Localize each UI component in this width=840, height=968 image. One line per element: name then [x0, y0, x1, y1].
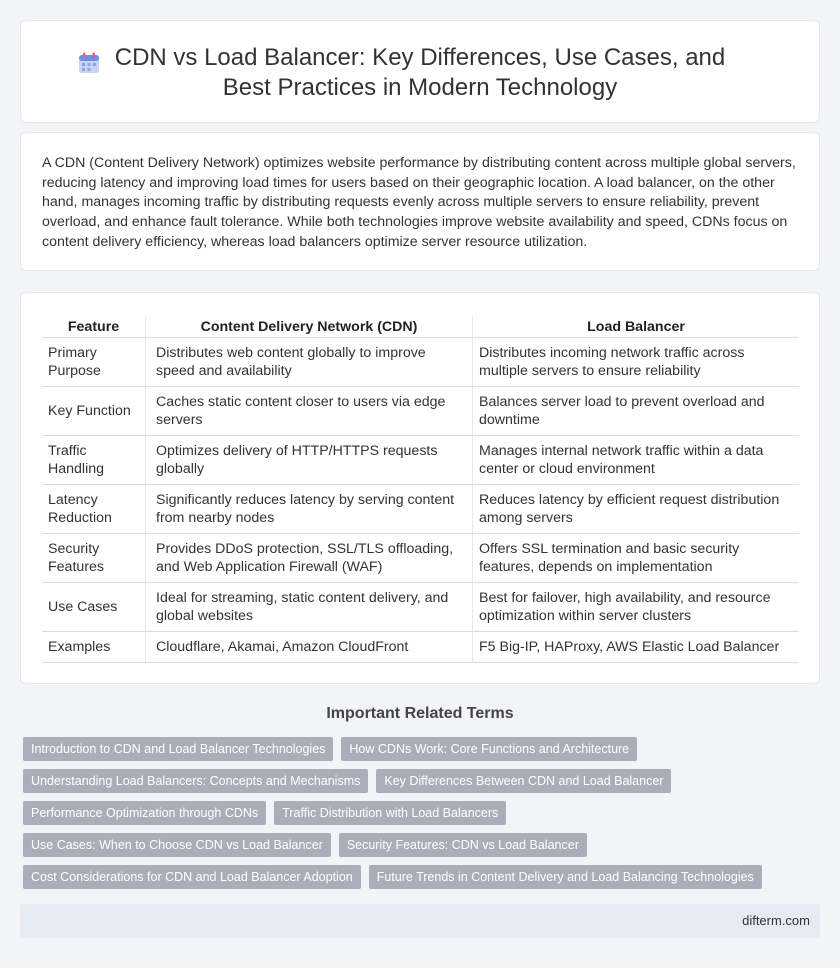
table-row — [42, 583, 799, 632]
table-cell-load-balancer: Reduces latency by efficient request distribution among servers — [473, 485, 799, 534]
table-cell-load-balancer: Distributes incoming network traffic across multiple servers to ensure reliability — [473, 338, 799, 387]
table-cell-cdn: Significantly reduces latency by serving content from nearby nodes — [146, 485, 473, 534]
header-feature: Feature — [42, 316, 146, 338]
table-cell-feature: Security Features — [42, 534, 146, 583]
related-terms-list — [23, 737, 803, 889]
table-row — [42, 485, 799, 534]
comparison-table — [42, 316, 799, 663]
related-term-link[interactable]: How CDNs Work: Core Functions and Architecture — [341, 737, 637, 761]
related-term-link[interactable]: Performance Optimization through CDNs — [23, 801, 266, 825]
table-row — [42, 436, 799, 485]
intro-paragraph: A CDN (Content Delivery Network) optimizes website performance by distributing content across multiple global servers, reducing latency and improving load times for users based on their geographic location. A load balancer, on the other hand, manages incoming traffic by distributing requests evenly across multiple servers to ensure reliability, prevent overload, and enhance fault tolerance. While both technologies improve website availability and speed, CDNs focus on content delivery efficiency, whereas load balancers optimize server resource utilization. — [42, 155, 796, 250]
related-term-link[interactable]: Cost Considerations for CDN and Load Balancer Adoption — [23, 865, 361, 889]
table-cell-feature: Key Function — [42, 387, 146, 436]
table-cell-cdn: Ideal for streaming, static content delivery, and global websites — [146, 583, 473, 632]
related-term-link[interactable]: Future Trends in Content Delivery and Load Balancing Technologies — [369, 865, 762, 889]
related-term-link[interactable]: Understanding Load Balancers: Concepts and Mechanisms — [23, 769, 368, 793]
comparison-table-card — [20, 292, 820, 684]
table-cell-feature: Use Cases — [42, 583, 146, 632]
table-row — [42, 632, 799, 663]
intro-card — [20, 132, 820, 271]
table-cell-feature: Primary Purpose — [42, 338, 146, 387]
table-cell-cdn: Cloudflare, Akamai, Amazon CloudFront — [146, 632, 473, 663]
table-cell-feature: Latency Reduction — [42, 485, 146, 534]
table-row — [42, 387, 799, 436]
related-terms-title: Important Related Terms — [326, 705, 514, 722]
footer — [20, 904, 820, 938]
table-cell-load-balancer: Manages internal network traffic within a data center or cloud environment — [473, 436, 799, 485]
footer-domain[interactable]: difterm.com — [742, 913, 810, 928]
table-cell-cdn: Optimizes delivery of HTTP/HTTPS requests globally — [146, 436, 473, 485]
related-term-link[interactable]: Security Features: CDN vs Load Balancer — [339, 833, 587, 857]
table-cell-load-balancer: Offers SSL termination and basic security features, depends on implementation — [473, 534, 799, 583]
related-term-link[interactable]: Introduction to CDN and Load Balancer Technologies — [23, 737, 333, 761]
table-cell-feature: Examples — [42, 632, 146, 663]
table-cell-load-balancer: Balances server load to prevent overload and downtime — [473, 387, 799, 436]
header-cdn: Content Delivery Network (CDN) — [146, 316, 473, 338]
related-term-link[interactable]: Key Differences Between CDN and Load Balancer — [376, 769, 671, 793]
header-load-balancer: Load Balancer — [473, 316, 799, 338]
table-cell-feature: Traffic Handling — [42, 436, 146, 485]
table-cell-load-balancer: F5 Big-IP, HAProxy, AWS Elastic Load Balancer — [473, 632, 799, 663]
table-cell-cdn: Distributes web content globally to improve speed and availability — [146, 338, 473, 387]
table-cell-cdn: Provides DDoS protection, SSL/TLS offloading, and Web Application Firewall (WAF) — [146, 534, 473, 583]
table-row — [42, 338, 799, 387]
table-header-row — [42, 316, 799, 338]
table-row — [42, 534, 799, 583]
header-card — [20, 20, 820, 123]
page-title: CDN vs Load Balancer: Key Differences, Use Cases, and Best Practices in Modern Technology — [114, 44, 726, 101]
related-term-link[interactable]: Use Cases: When to Choose CDN vs Load Balancer — [23, 833, 331, 857]
table-cell-cdn: Caches static content closer to users via edge servers — [146, 387, 473, 436]
related-term-link[interactable]: Traffic Distribution with Load Balancers — [274, 801, 506, 825]
table-cell-load-balancer: Best for failover, high availability, and resource optimization within server clusters — [473, 583, 799, 632]
